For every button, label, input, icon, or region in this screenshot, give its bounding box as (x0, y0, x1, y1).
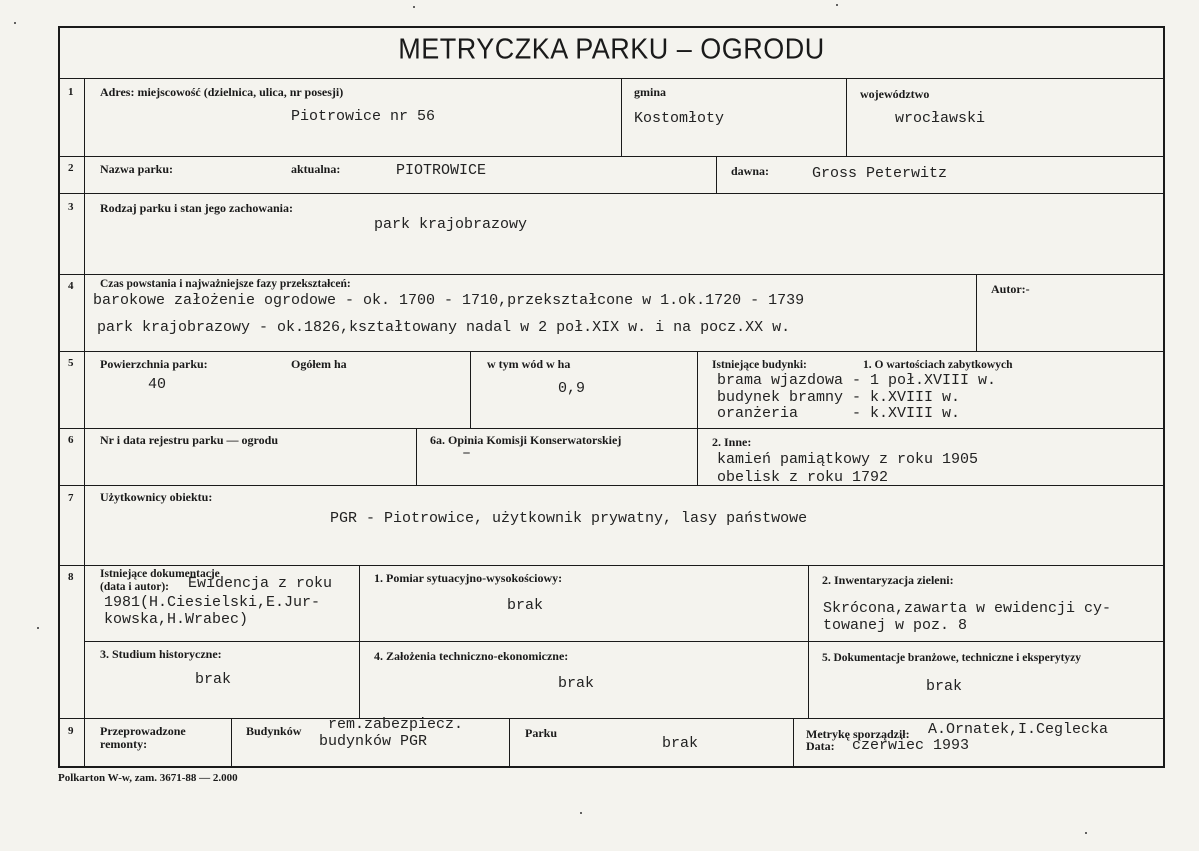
print-footer: Polkarton W-w, zam. 3671-88 — 2.000 (58, 772, 238, 784)
address-value: Piotrowice nr 56 (291, 108, 436, 125)
other-item-2: obelisk z roku 1792 (717, 469, 889, 486)
row-number: 4 (68, 280, 74, 292)
greenery-value-line-2: towanej w poz. 8 (823, 617, 968, 634)
row-divider (60, 351, 1165, 352)
park-type-value: park krajobrazowy (374, 216, 528, 233)
cell-divider (697, 428, 698, 485)
gmina-label: gmina (634, 85, 667, 99)
buildings-repairs-label: Budynków (246, 724, 302, 738)
former-name-label: dawna: (731, 164, 770, 178)
history-phase-2: park krajobrazowy - ok.1826,kształtowany nadal w 2 poł.XIX w. i na pocz.XX w. (97, 319, 791, 336)
gmina-value: Kostomłoty (634, 110, 725, 127)
cell-divider (793, 718, 794, 768)
cell-divider (416, 428, 417, 485)
cell-divider (716, 156, 717, 193)
address-label: Adres: miejscowość (dzielnica, ulica, nr posesji) (100, 85, 344, 99)
park-repairs-value: brak (662, 735, 699, 752)
row-divider (60, 193, 1165, 194)
row-number: 9 (68, 725, 74, 737)
buildings-label: Istniejące budynki: (712, 359, 807, 371)
cell-divider (808, 565, 809, 718)
made-by-label: Metrykę sporządził: (806, 727, 910, 741)
card-title: METRYCZKA PARKU – OGRODU (398, 33, 825, 65)
other-label: 2. Inne: (712, 435, 752, 449)
park-name-label: Nazwa parku: (100, 162, 174, 176)
users-label: Użytkownicy obiektu: (100, 490, 213, 504)
tech-econ-label: 4. Założenia techniczno-ekonomiczne: (374, 649, 569, 663)
scan-speck (836, 4, 838, 6)
row-number: 7 (68, 492, 74, 504)
cell-divider (976, 274, 977, 351)
history-phase-1: barokowe założenie ogrodowe - ok. 1700 - 1710,przekształcone w 1.ok.1720 - 1739 (93, 292, 805, 309)
row-divider (60, 156, 1165, 157)
branch-docs-label: 5. Dokumentacje branżowe, techniczne i eksperytyzy (822, 652, 1082, 664)
current-name-label: aktualna: (291, 162, 341, 176)
date-value: czerwiec 1993 (852, 737, 970, 754)
row-divider (60, 565, 1165, 566)
row-number: 6 (68, 434, 74, 446)
cell-divider (846, 78, 847, 156)
cell-divider (621, 78, 622, 156)
scan-speck (14, 22, 16, 24)
voivodeship-label: województwo (860, 87, 930, 101)
heritage-building-2: budynek bramny - k.XVIII w. (717, 389, 961, 406)
docs-value-line-2: kowska,H.Wrabec) (104, 611, 249, 628)
docs-value-first: Ewidencja z roku (188, 575, 333, 592)
cell-divider (359, 565, 360, 718)
cell-divider (231, 718, 232, 768)
greenery-label: 2. Inwentaryzacja zieleni: (822, 573, 954, 587)
current-name-value: PIOTROWICE (396, 162, 487, 179)
historical-study-label: 3. Studium historyczne: (100, 647, 222, 661)
voivodeship-value: wrocławski (895, 110, 986, 127)
buildings-repairs-line-2: budynków PGR (319, 733, 428, 750)
water-area-label: w tym wód w ha (487, 357, 571, 371)
row-divider (60, 274, 1165, 275)
survey-value: brak (507, 597, 544, 614)
area-label: Powierzchnia parku: (100, 357, 208, 371)
row-divider (60, 718, 1165, 719)
other-item-1: kamień pamiątkowy z roku 1905 (717, 451, 979, 468)
row-number: 5 (68, 357, 74, 369)
row-divider (60, 428, 1165, 429)
users-value: PGR - Piotrowice, użytkownik prywatny, lasy państwowe (330, 510, 808, 527)
row-divider (60, 78, 1165, 79)
docs-label: Istniejące dokumentacje (100, 568, 220, 580)
author-label: Autor:- (991, 282, 1030, 296)
row-divider (84, 641, 1165, 642)
row-divider (60, 485, 1165, 486)
repairs-label-2: remonty: (100, 737, 148, 751)
date-label: Data: (806, 739, 835, 753)
docs-value-line-1: 1981(H.Ciesielski,E.Jur- (104, 594, 321, 611)
heritage-building-1: brama wjazdowa - 1 poł.XVIII w. (717, 372, 997, 389)
heritage-buildings-label: 1. O wartościach zabytkowych (863, 359, 1013, 371)
water-area-value: 0,9 (558, 380, 586, 397)
history-phases-label: Czas powstania i najważniejsze fazy przekształceń: (100, 278, 351, 290)
made-by-value: A.Ornatek,I.Ceglecka (928, 721, 1109, 738)
cell-divider (470, 351, 471, 428)
tech-econ-value: brak (558, 675, 595, 692)
scan-speck (413, 6, 415, 8)
park-repairs-label: Parku (525, 726, 558, 740)
heritage-building-3: oranżeria - k.XVIII w. (717, 405, 961, 422)
scan-speck (1085, 832, 1087, 834)
park-record-card (58, 26, 1165, 768)
row-number: 8 (68, 571, 74, 583)
former-name-value: Gross Peterwitz (812, 165, 948, 182)
branch-docs-value: brak (926, 678, 963, 695)
historical-study-value: brak (195, 671, 232, 688)
registry-label: Nr i data rejestru parku — ogrodu (100, 433, 279, 447)
row-number: 3 (68, 201, 74, 213)
scan-speck (580, 812, 582, 814)
total-area-label: Ogółem ha (291, 357, 347, 371)
repairs-label: Przeprowadzone (100, 724, 186, 738)
survey-label: 1. Pomiar sytuacyjno-wysokościowy: (374, 571, 563, 585)
cell-divider (509, 718, 510, 768)
park-type-label: Rodzaj parku i stan jego zachowania: (100, 201, 294, 215)
row-number: 2 (68, 162, 74, 174)
cell-divider (697, 351, 698, 428)
greenery-value-line-1: Skrócona,zawarta w ewidencji cy- (823, 600, 1112, 617)
row-number: 1 (68, 86, 74, 98)
buildings-repairs-line-1: rem.zabezpiecz. (328, 716, 464, 733)
commission-opinion-value: – (462, 445, 472, 462)
commission-opinion-label: 6a. Opinia Komisji Konserwatorskiej (430, 433, 622, 447)
scan-speck (37, 627, 39, 629)
docs-label-date-author: (data i autor): (100, 581, 169, 593)
number-column-divider (84, 78, 85, 768)
total-area-value: 40 (148, 376, 167, 393)
